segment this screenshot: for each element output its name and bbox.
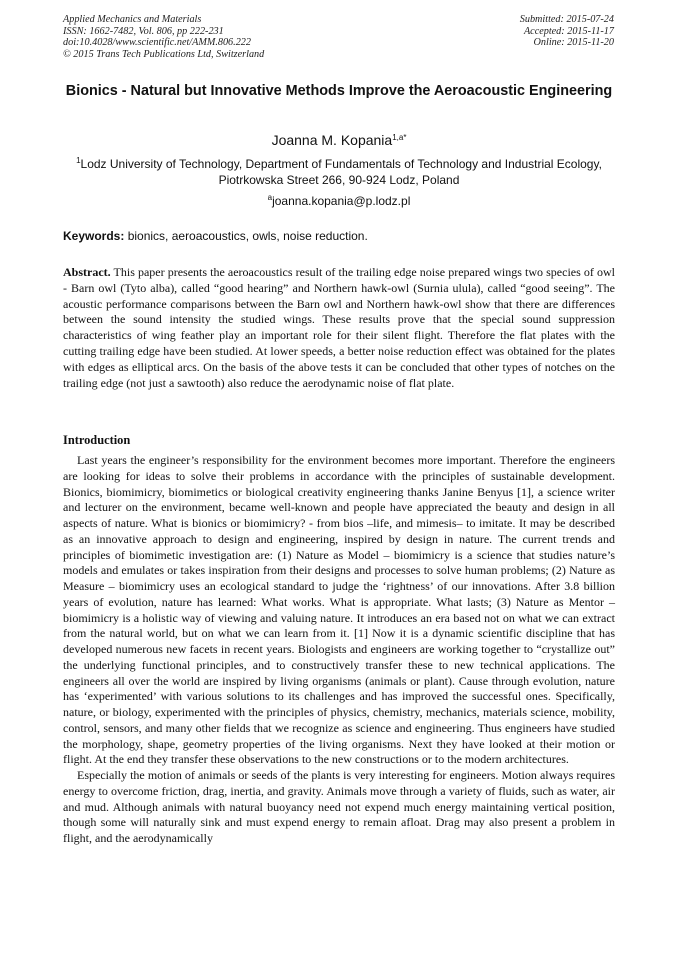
introduction-body <box>63 453 615 847</box>
date-accepted: Accepted: 2015-11-17 <box>523 25 614 37</box>
author-marks: 1,a* <box>392 133 407 142</box>
submission-dates <box>520 14 614 49</box>
keywords <box>63 228 615 244</box>
affiliation <box>63 156 615 188</box>
email-mark: a <box>267 193 273 202</box>
abstract <box>63 265 615 391</box>
abstract-text: This paper presents the aeroacoustics result of the trailing edge noise prepared wings two species of owl - Barn owl (Tyto alba), called “good hearing” and Northern hawk-owl (Surnia ulula), called “good seeing”. The acoustic performance comparisons between the Barn owl and Northern hawk-owl show that there are differences between the sound intensity the studied wings. These results prove that the special sound suppression characteristics of wing feather play an important role for their silent flight. Therefore the flat plates with the cutting trailing edge have been studied. At lower speeds, a better noise reduction effect was obtained for the plates with edges as elliptical arcs. On the basis of the above tests it can be concluded that other types of notches on the trailing edge (not just a sawtooth) also reduce the aerodynamic noise of flat plate. <box>63 265 615 390</box>
affiliation-text: Lodz University of Technology, Department of Fundamentals of Technology and Industrial Ecology, Piotrkowska Street 266, 90-924 Lodz, Poland <box>80 157 602 187</box>
journal-info <box>63 14 264 60</box>
journal-issn: ISSN: 1662-7482, Vol. 806, pp 222-231 <box>63 25 224 37</box>
journal-doi: doi:10.4028/www.scientific.net/AMM.806.222 <box>63 37 251 49</box>
date-online: Online: 2015-11-20 <box>533 37 614 49</box>
affiliation-mark: 1 <box>76 156 81 165</box>
author-line <box>63 131 615 149</box>
abstract-label: Abstract. <box>63 265 111 279</box>
paragraph: Last years the engineer’s responsibility for the environment becomes more important. Therefore the engineers are looking for ideas to solve their problems in accordance with the principles of sustainable development. Bionics, biomimicry, biomimetics or biological creativity engineering thanks Janine Benyus [1], a science writer and lecturer on the environment, became well-known and people have appreciated the beauty and design in all aspects of nature. What is bionics or biomimicry? - from bios –life, and mimesis– to imitate. It may be described as an innovative approach to design and engineering, inspired by design in nature. The current trends and principles of biomimetic investigation are: (1) Nature as Model – biomimicry is a science that studies nature’s models and emulates or takes inspiration from their designs and processes to solve human problems; (2) Nature as Measure – biomimicry uses an ecological standard to judge the ‘rightness’ of our innovations. After 3.8 billion years of evolution, nature has learned: What works. What is appropriate. What lasts; (3) Nature as Mentor – biomimicry is a holistic way of viewing and valuing nature. It introduces an era based not on what we can extract from the natural world, but on what we can learn from it. [1] Now it is a dynamic scientific discipline that has developed numerous new facets in recent years. Biologists and engineers are working together to “crystallize out” the underlying functional principles, and to constructively transfer these to new technical applications. The engineers all over the world are inspired by living organisms (animals or plant). Cause through evolution, nature has ‘experimented’ with various solutions to its challenges and has improved the successful ones. Specifically, nature, or biology, experimented with the principles of physics, chemistry, mechanics, materials science, mobility, control, sensors, and many other fields that we recognize as science and engineering. Thus engineers have studied the morphology, shape, geometry properties of the living organisms. Next they have looked at their motion or flight. At the end they transfer these observations to the new constructions or to the modern architectures. <box>63 453 615 767</box>
email-address[interactable]: joanna.kopania@p.lodz.pl <box>272 194 411 208</box>
paragraph: Especially the motion of animals or seeds of the plants is very interesting for engineers. Motion always requires energy to overcome friction, drag, inertia, and gravity. Animals move through a variety of fluids, such as water, air and mud. Although animals with natural buoyancy need not expend much energy maintaining vertical position, though some will naturally sink and must expend energy to remain afloat. Drag may also present a problem in flight, and the aerodynamically <box>63 768 615 845</box>
journal-copyright: © 2015 Trans Tech Publications Ltd, Switzerland <box>63 48 265 60</box>
author-name: Joanna M. Kopania <box>271 132 393 148</box>
keywords-label: Keywords: <box>63 229 125 243</box>
email-line <box>63 193 615 209</box>
section-heading-introduction: Introduction <box>63 433 131 447</box>
journal-name: Applied Mechanics and Materials <box>63 14 202 25</box>
paper-title: Bionics - Natural but Innovative Methods Improve the Aeroacoustic Engineering <box>65 83 613 99</box>
date-submitted: Submitted: 2015-07-24 <box>519 14 614 25</box>
keywords-text: bionics, aeroacoustics, owls, noise reduction. <box>124 229 368 243</box>
